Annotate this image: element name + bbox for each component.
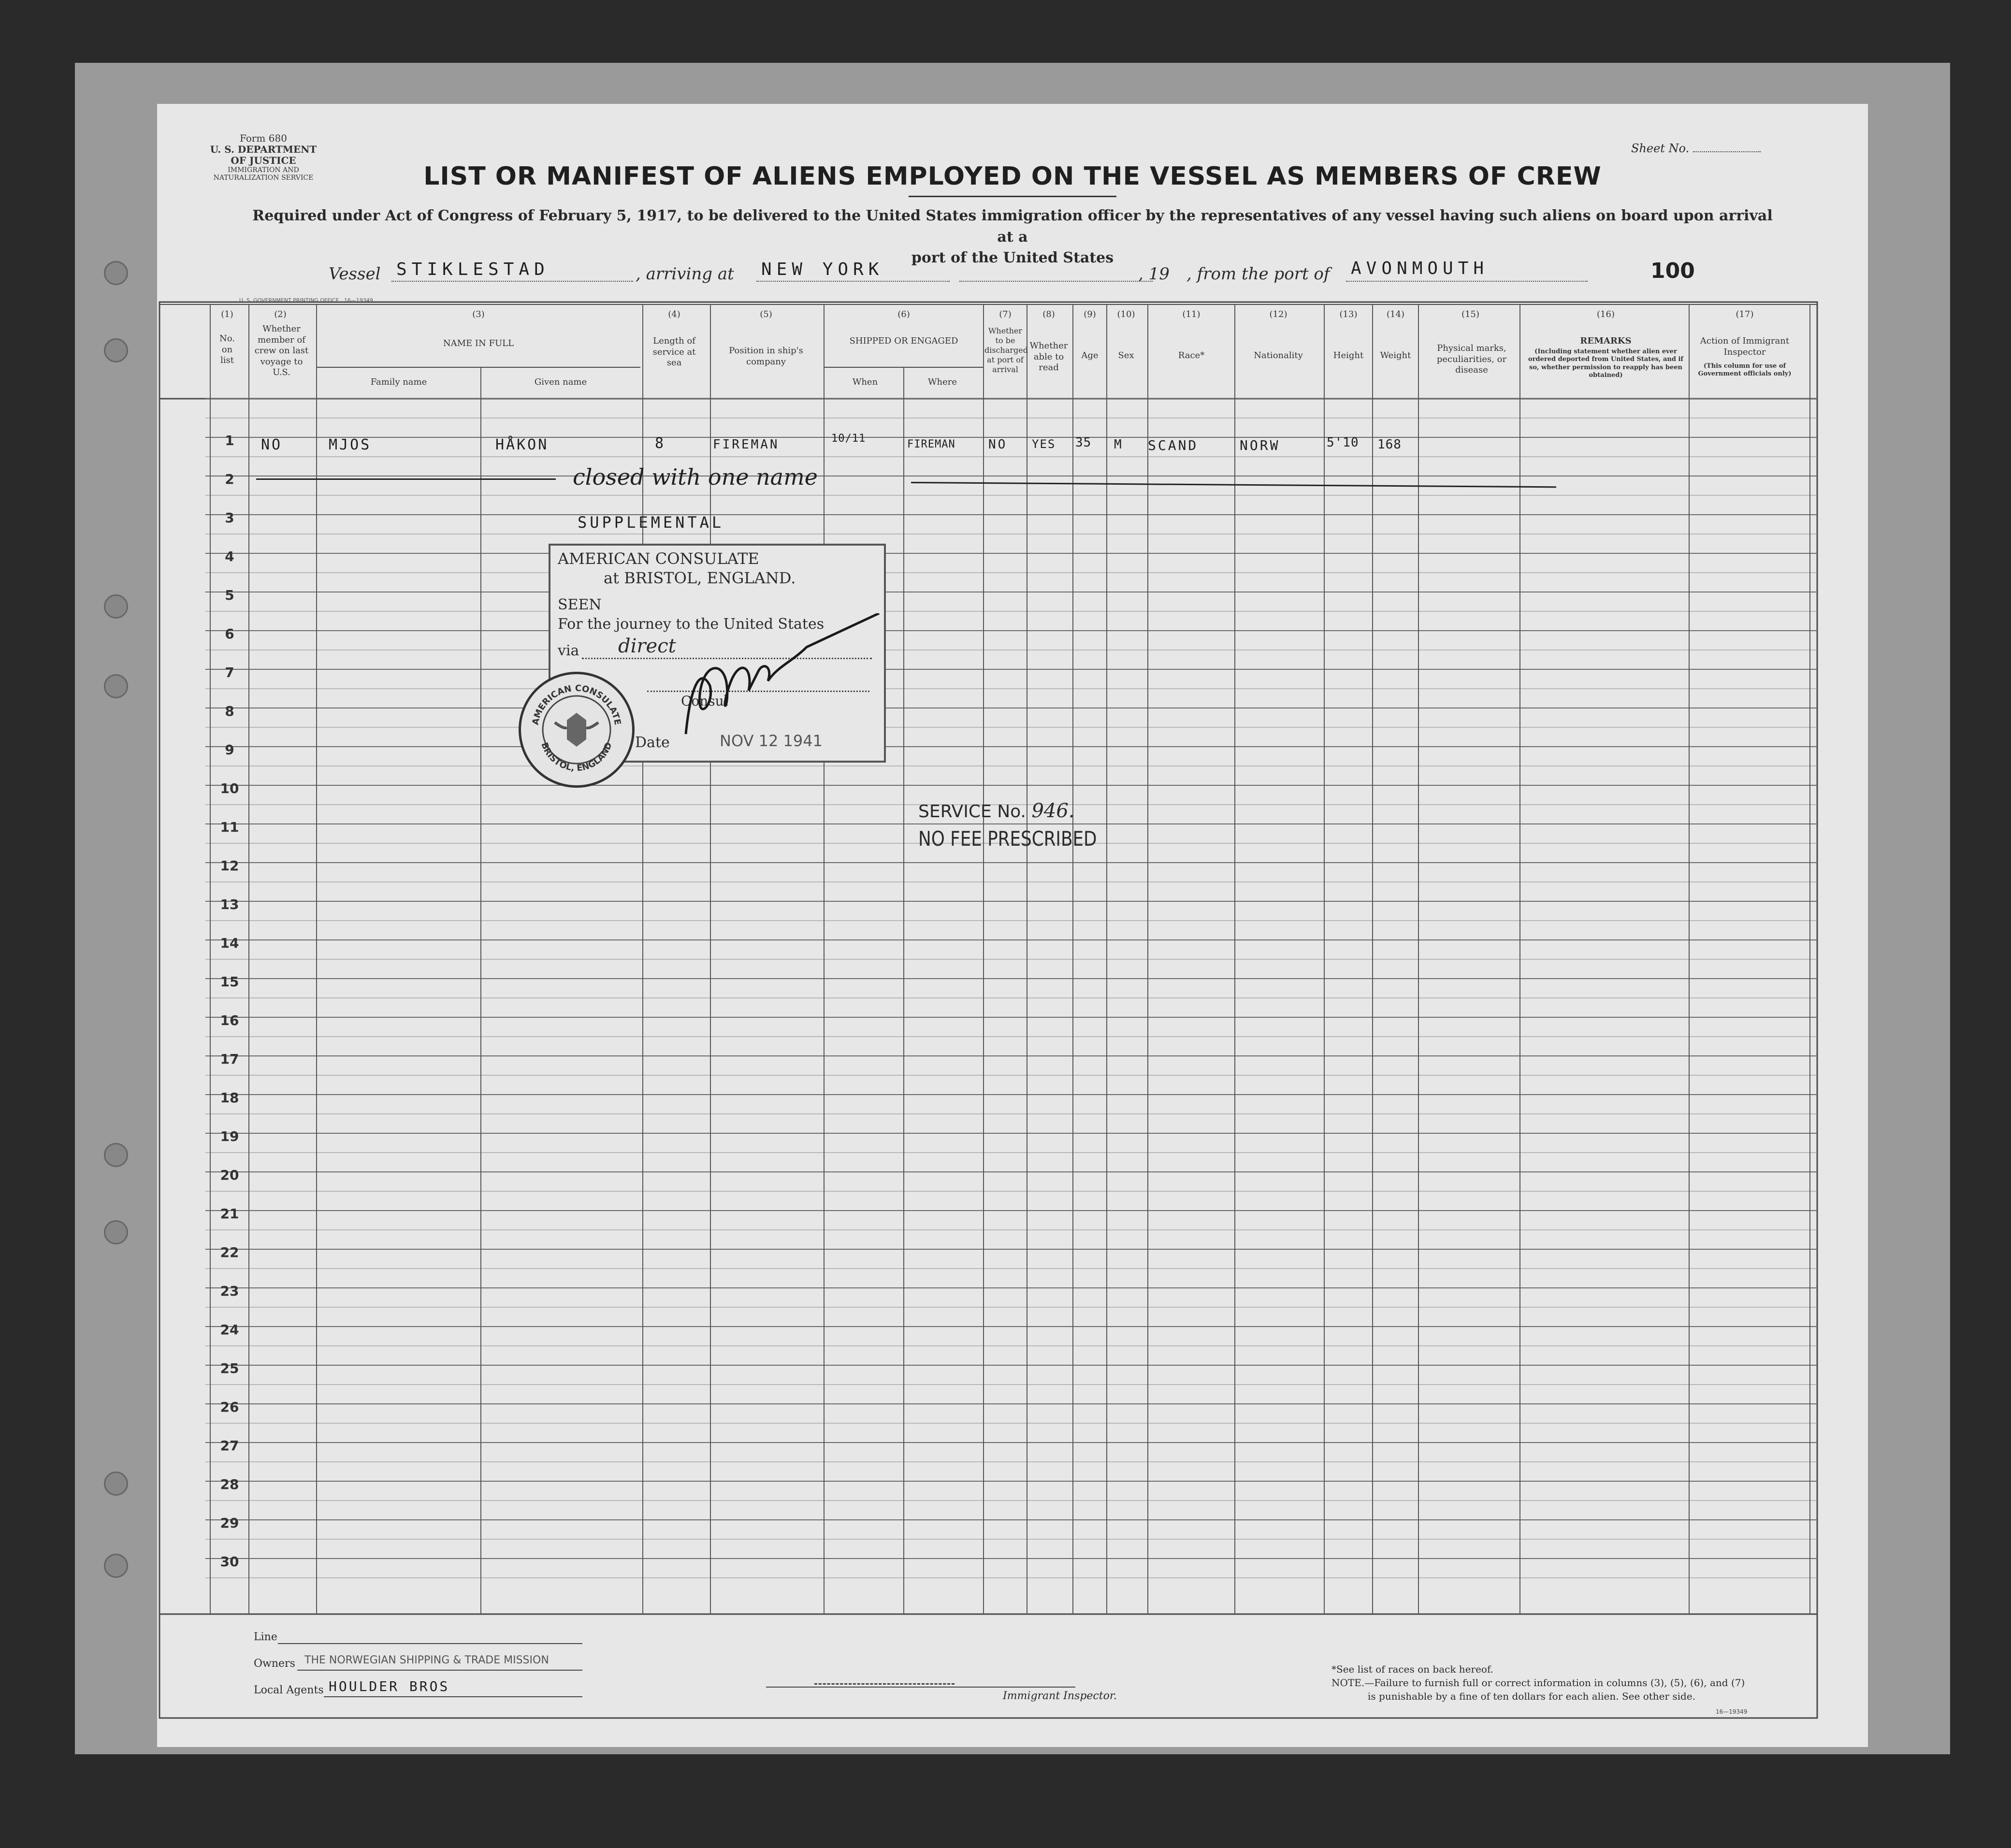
punch-hole	[104, 1143, 128, 1167]
stamp-line-2: at BRISTOL, ENGLAND.	[604, 569, 796, 587]
from-label: , from the port of	[1186, 264, 1330, 284]
vessel-label: Vessel	[329, 264, 381, 284]
col-num-11: (11)	[1182, 309, 1201, 319]
stamp-date: NOV 12 1941	[720, 732, 823, 750]
col-num-14: (14)	[1387, 309, 1404, 319]
age: 35	[1075, 435, 1092, 450]
able-to-read: YES	[1032, 437, 1056, 451]
row-number: 23	[220, 1283, 239, 1299]
col-num-10: (10)	[1117, 309, 1135, 319]
discharged: NO	[988, 437, 1008, 452]
row-number: 11	[220, 819, 239, 835]
height: 5'10	[1327, 435, 1359, 450]
col-head-16: REMARKS	[1580, 336, 1632, 346]
stamp-via-label: via	[558, 642, 579, 659]
col-head-5: Position in ship's company	[729, 346, 803, 367]
year-label: , 19	[1138, 264, 1170, 284]
punch-hole	[104, 1554, 128, 1578]
col-head-14: Weight	[1380, 350, 1411, 361]
weight: 168	[1377, 437, 1402, 452]
stamp-line-1: AMERICAN CONSULATE	[558, 549, 759, 568]
service-number-line	[918, 800, 1128, 822]
footer-owners-label: Owners	[254, 1658, 295, 1670]
footer-code: 16—19349	[1716, 1708, 1748, 1715]
row-number: 10	[220, 780, 239, 796]
footer-line-underline	[278, 1643, 582, 1644]
agency-name: U. S. DEPARTMENT OF JUSTICE	[210, 144, 317, 166]
row-number: 12	[220, 858, 239, 874]
col-num-2: (2)	[274, 309, 287, 319]
consul-signature	[681, 613, 884, 744]
inspector-label: Immigrant Inspector.	[1003, 1690, 1117, 1702]
row-number: 17	[220, 1051, 239, 1067]
col-head-6-where: Where	[927, 377, 957, 387]
col-num-15: (15)	[1461, 309, 1479, 319]
footer-agents-underline	[324, 1696, 582, 1697]
footer-line-label: Line	[254, 1631, 277, 1643]
row-number: 25	[220, 1360, 239, 1376]
sex: M	[1114, 437, 1124, 452]
footer-agents: HOULDER BROS	[329, 1678, 450, 1694]
closing-note: closed with one name	[573, 464, 818, 490]
given-name: HÅKON	[495, 436, 549, 453]
col-head-4: Length of service at sea	[652, 336, 696, 368]
row-number: 4	[225, 549, 234, 564]
footer-note-2: NOTE.—Failure to furnish full or correct information in columns (3), (5), (6), and (7)	[1331, 1677, 1745, 1689]
arriving-port: NEW YORK	[761, 260, 884, 279]
family-name: MJOS	[329, 436, 372, 453]
col-head-12: Nationality	[1254, 350, 1303, 361]
row-number: 2	[225, 471, 234, 487]
row-number: 20	[220, 1167, 239, 1183]
punch-hole	[104, 594, 128, 619]
col-num-17: (17)	[1736, 309, 1754, 319]
shipped-where: FIREMAN	[907, 438, 955, 450]
col-head-2: Whether member of crew on last voyage to U.S.	[254, 324, 309, 377]
col-num-7: (7)	[999, 309, 1012, 319]
arriving-label: , arriving at	[636, 264, 734, 284]
member-last-voyage: NO	[261, 436, 283, 453]
col-num-13: (13)	[1339, 309, 1358, 319]
col-num-5: (5)	[760, 309, 772, 319]
inspector-line	[766, 1687, 1075, 1688]
consulate-seal	[519, 672, 635, 788]
seal-top-text: AMERICAN CONSULATE	[530, 683, 623, 726]
subtitle-line-2: port of the United States	[911, 249, 1114, 266]
row-number: 22	[220, 1244, 239, 1260]
footer-owners: THE NORWEGIAN SHIPPING & TRADE MISSION	[304, 1654, 549, 1666]
col-head-3-given: Given name	[534, 377, 587, 387]
row-number: 14	[220, 935, 239, 951]
service-number: 946.	[1031, 800, 1075, 822]
footer-notes	[1331, 1662, 1745, 1703]
departure-port: AVONMOUTH	[1351, 259, 1489, 278]
col-head-10: Sex	[1118, 350, 1134, 361]
eagle-seal-icon	[521, 674, 632, 785]
row-number: 28	[220, 1476, 239, 1492]
row-number: 6	[225, 626, 234, 642]
col-head-9: Age	[1081, 350, 1099, 361]
vessel-name: STIKLESTAD	[396, 260, 550, 279]
row-number: 29	[220, 1515, 239, 1531]
nationality: NORW	[1240, 437, 1280, 453]
stamp-date-label: Date	[635, 734, 670, 751]
row-number: 1	[225, 433, 234, 448]
col-num-3: (3)	[472, 309, 485, 319]
col-head-15: Physical marks, peculiarities, or disease	[1436, 343, 1507, 375]
punch-hole	[104, 261, 128, 285]
col-num-9: (9)	[1084, 309, 1096, 319]
row-number: 7	[225, 664, 234, 680]
col-head-3: NAME IN FULL	[443, 338, 514, 348]
row-number: 21	[220, 1206, 239, 1222]
col-num-6: (6)	[897, 309, 910, 319]
col-head-13: Height	[1333, 350, 1364, 361]
col-num-12: (12)	[1269, 309, 1288, 319]
col-head-11: Race*	[1178, 350, 1205, 361]
page-title: LIST OR MANIFEST OF ALIENS EMPLOYED ON THE VESSEL AS MEMBERS OF CREW	[423, 162, 1602, 191]
footer-note-1: *See list of races on back hereof.	[1331, 1663, 1494, 1675]
col-head-8: Whether able to read	[1029, 341, 1068, 373]
service-stamp	[918, 800, 1128, 851]
row-number: 24	[220, 1322, 239, 1338]
footer-agents-label: Local Agents	[254, 1684, 324, 1696]
seal-bottom-text: BRISTOL, ENGLAND	[539, 741, 614, 774]
footer-owners-underline	[297, 1670, 582, 1671]
row-number: 18	[220, 1090, 239, 1106]
punch-hole	[104, 1220, 128, 1244]
service-name: IMMIGRATION AND NATURALIZATION SERVICE	[213, 166, 314, 182]
row-number: 15	[220, 974, 239, 990]
row-number: 19	[220, 1128, 239, 1144]
col-head-1: No. on list	[219, 333, 235, 365]
footer-note-3: is punishable by a fine of ten dollars for each alien. See other side.	[1368, 1690, 1696, 1702]
row-number: 30	[220, 1554, 239, 1570]
shipped-when: 10/11	[831, 433, 866, 445]
fee-note: NO FEE PRESCRIBED	[918, 827, 1097, 851]
punch-hole	[104, 674, 128, 698]
stamp-journey: For the journey to the United States	[558, 616, 825, 633]
col-head-7: Whether to be discharged at port of arrival	[984, 326, 1028, 374]
col-head-16-note: (Including statement whether alien ever ordered deported from United States, and if so, whether permission to reapply has been obtained)	[1528, 348, 1683, 379]
row-number: 13	[220, 896, 239, 912]
col-num-16: (16)	[1597, 309, 1615, 319]
punch-hole	[104, 1472, 128, 1496]
row-number: 16	[220, 1012, 239, 1028]
stamp-consul: Consul	[681, 693, 728, 709]
stamp-seen: SEEN	[558, 596, 602, 613]
stamp-via-value: direct	[618, 635, 676, 657]
service-label: SERVICE No.	[918, 802, 1026, 822]
subtitle-line-1: Required under Act of Congress of February 5, 1917, to be delivered to the United States immigration officer by the representatives of any vessel having such aliens on board upon arrival at a	[252, 207, 1773, 245]
punch-hole	[104, 338, 128, 362]
row-number: 5	[225, 587, 234, 603]
printing-office: U. S. GOVERNMENT PRINTING OFFICE 16—19349	[239, 297, 373, 303]
sheet-label: Sheet No.	[1631, 142, 1690, 155]
col-head-17: Action of Immigrant Inspector	[1700, 336, 1790, 357]
row-number: 26	[220, 1399, 239, 1415]
col-num-4: (4)	[668, 309, 680, 319]
position: FIREMAN	[713, 437, 780, 452]
closing-line-left	[256, 478, 556, 480]
service-length: 8	[655, 435, 666, 452]
race: SCAND	[1148, 437, 1199, 453]
col-num-8: (8)	[1042, 309, 1055, 319]
row-number: 27	[220, 1438, 239, 1454]
row-number: 8	[225, 703, 234, 719]
col-head-17-note: (This column for use of Government officials only)	[1698, 362, 1792, 378]
col-head-3-family: Family name	[370, 377, 427, 387]
col-num-1: (1)	[221, 309, 233, 319]
manifest-page	[157, 104, 1868, 1747]
page-number: 100	[1650, 259, 1695, 283]
row-number: 9	[225, 742, 234, 758]
supplemental-label: SUPPLEMENTAL	[578, 513, 724, 532]
col-head-6: SHIPPED OR ENGAGED	[849, 336, 958, 346]
inspector-dashes	[814, 1683, 955, 1685]
form-number: Form 680	[240, 132, 287, 144]
col-head-6-when: When	[852, 377, 878, 387]
row-number: 3	[225, 510, 234, 526]
